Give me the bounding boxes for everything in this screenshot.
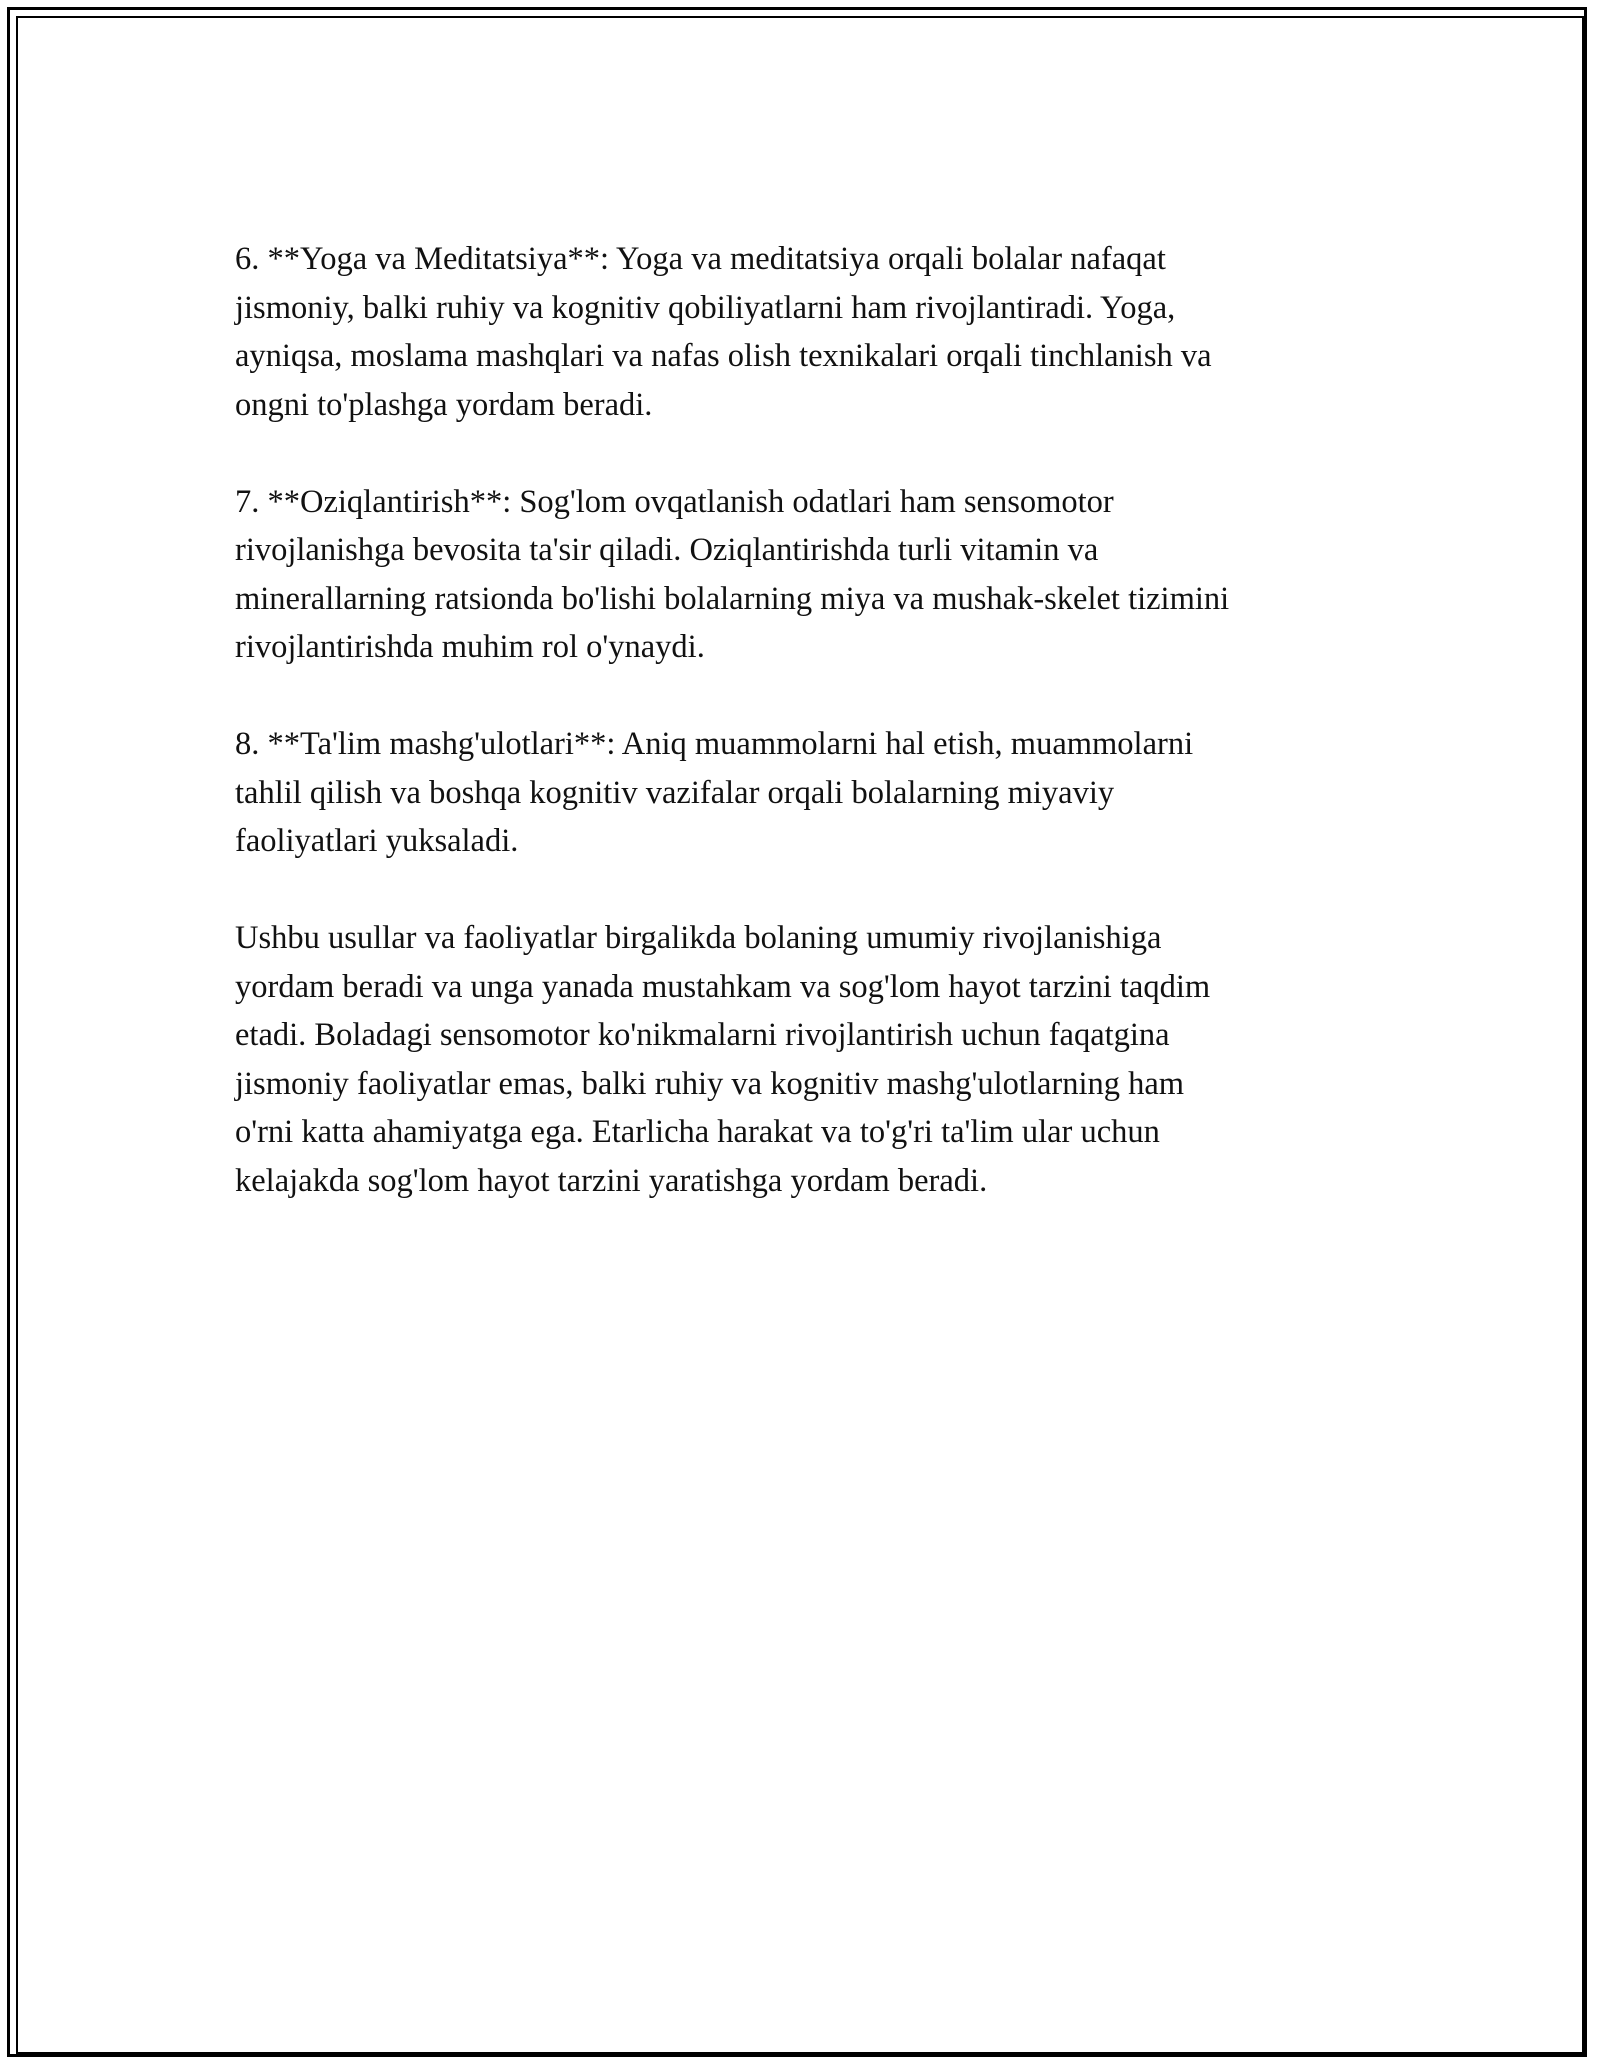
- paragraph-conclusion: Ushbu usullar va faoliyatlar birgalikda bolaning umumiy rivojlanishiga yordam beradi va unga yanada mustahkam va sog'lom hayot tarzini taqdim etadi. Boladagi sensomotor ko'nikmalarni rivojlantirish uchun faqatgina jismoniy faoliyatlar emas, balki ruhiy va kognitiv mashg'ulotlarning ham o'rni katta ahamiyatga ega. Etarlicha harakat va to'g'ri ta'lim ular uchun kelajakda sog'lom hayot tarzini yaratishga yordam beradi.: [235, 920, 1211, 1199]
- paragraph-educational-activities: 8. **Ta'lim mashg'ulotlari**: Aniq muammolarni hal etish, muammolarni tahlil qilish va boshqa kognitiv vazifalar orqali bolalarning miyaviy faoliyatlari yuksaladi.: [235, 726, 1194, 859]
- document-body: [235, 235, 1375, 1254]
- paragraph-nutrition: 7. **Oziqlantirish**: Sog'lom ovqatlanish odatlari ham sensomotor rivojlanishga bevosita ta'sir qiladi. Oziqlantirishda turli vitamin va minerallarning ratsionda bo'lishi bolalarning miya va mushak-skelet tizimini rivojlantirishda muhim rol o'ynaydi.: [235, 483, 1230, 665]
- paragraph-yoga-meditation: 6. **Yoga va Meditatsiya**: Yoga va meditatsiya orqali bolalar nafaqat jismoniy, balki ruhiy va kognitiv qobiliyatlarni ham rivojlantiradi. Yoga, ayniqsa, moslama mashqlari va nafas olish texnikalari orqali tinchlanish va ongni to'plashga yordam beradi.: [235, 241, 1212, 423]
